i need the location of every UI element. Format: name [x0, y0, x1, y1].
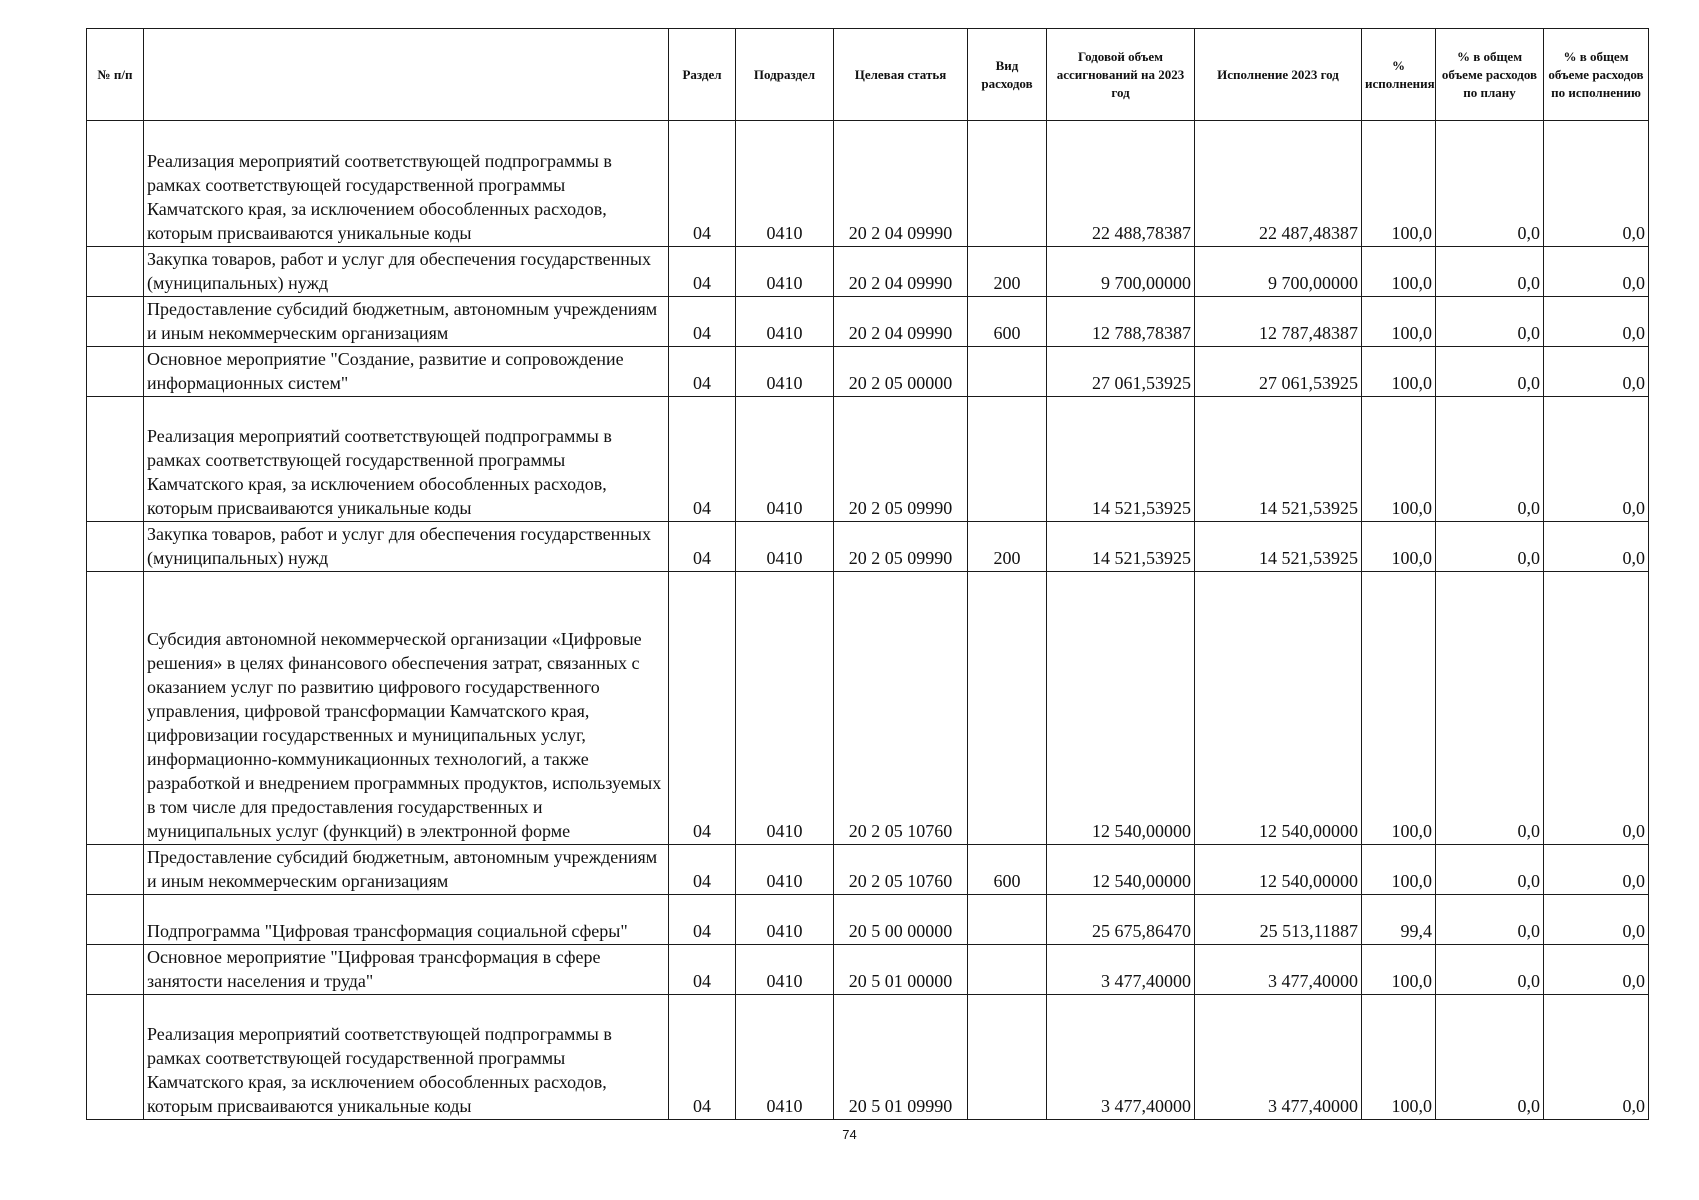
- table-row: [87, 895, 1649, 945]
- cell-share-exec: 0,0: [1544, 572, 1649, 845]
- cell-podrazdel: 0410: [736, 297, 834, 347]
- cell-num: [87, 397, 144, 522]
- cell-share-exec: 0,0: [1544, 347, 1649, 397]
- cell-desc: Основное мероприятие "Цифровая трансформация в сфере занятости населения и труда": [144, 945, 669, 995]
- cell-celevaya: 20 2 04 09990: [834, 121, 968, 247]
- cell-num: [87, 247, 144, 297]
- cell-share-plan: 0,0: [1436, 121, 1544, 247]
- cell-share-plan: 0,0: [1436, 297, 1544, 347]
- table-row: [87, 522, 1649, 572]
- cell-podrazdel: 0410: [736, 522, 834, 572]
- budget-sheet: [86, 28, 1648, 1120]
- table-row: [87, 995, 1649, 1120]
- cell-num: [87, 895, 144, 945]
- cell-plan: 12 540,00000: [1047, 572, 1195, 845]
- cell-share-plan: 0,0: [1436, 895, 1544, 945]
- header-plan: Годовой объем ассигнований на 2023 год: [1047, 29, 1195, 121]
- cell-desc: Подпрограмма "Цифровая трансформация социальной сферы": [144, 895, 669, 945]
- cell-share-exec: 0,0: [1544, 397, 1649, 522]
- table-row: [87, 297, 1649, 347]
- cell-plan: 3 477,40000: [1047, 995, 1195, 1120]
- cell-desc: Предоставление субсидий бюджетным, автономным учреждениям и иным некоммерческим организациям: [144, 297, 669, 347]
- cell-pct: 99,4: [1362, 895, 1436, 945]
- cell-ispolnenie: 14 521,53925: [1195, 522, 1362, 572]
- cell-razdel: 04: [669, 945, 736, 995]
- cell-pct: 100,0: [1362, 945, 1436, 995]
- cell-vid: [968, 397, 1047, 522]
- cell-desc: Реализация мероприятий соответствующей подпрограммы в рамках соответствующей государственной программы Камчатского края, за исключением обособленных расходов, которым присваиваются уникальные коды: [144, 995, 669, 1120]
- cell-num: [87, 522, 144, 572]
- cell-razdel: 04: [669, 995, 736, 1120]
- cell-celevaya: 20 5 01 00000: [834, 945, 968, 995]
- cell-celevaya: 20 5 01 09990: [834, 995, 968, 1120]
- cell-vid: [968, 347, 1047, 397]
- header-share-exec: % в общем объеме расходов по исполнению: [1544, 29, 1649, 121]
- cell-desc: Закупка товаров, работ и услуг для обеспечения государственных (муниципальных) нужд: [144, 522, 669, 572]
- table-row: [87, 247, 1649, 297]
- cell-razdel: 04: [669, 522, 736, 572]
- cell-podrazdel: 0410: [736, 121, 834, 247]
- cell-share-exec: 0,0: [1544, 845, 1649, 895]
- cell-celevaya: 20 2 04 09990: [834, 247, 968, 297]
- table-row: [87, 347, 1649, 397]
- cell-share-exec: 0,0: [1544, 522, 1649, 572]
- cell-razdel: 04: [669, 297, 736, 347]
- cell-desc: Реализация мероприятий соответствующей подпрограммы в рамках соответствующей государственной программы Камчатского края, за исключением обособленных расходов, которым присваиваются уникальные коды: [144, 397, 669, 522]
- cell-share-plan: 0,0: [1436, 572, 1544, 845]
- cell-ispolnenie: 3 477,40000: [1195, 995, 1362, 1120]
- cell-razdel: 04: [669, 347, 736, 397]
- table-row: [87, 572, 1649, 845]
- cell-razdel: 04: [669, 845, 736, 895]
- cell-vid: [968, 895, 1047, 945]
- cell-share-exec: 0,0: [1544, 247, 1649, 297]
- cell-ispolnenie: 12 540,00000: [1195, 572, 1362, 845]
- table-row: [87, 845, 1649, 895]
- cell-podrazdel: 0410: [736, 397, 834, 522]
- cell-desc: Субсидия автономной некоммерческой организации «Цифровые решения» в целях финансового обеспечения затрат, связанных с оказанием услуг по развитию цифрового государственного управления, цифровой трансформации Камчатского края, цифровизации государственных и муниципальных услуг, информационно-коммуникационных технологий, а также разработкой и внедрением программных продуктов, используемых в том числе для предоставления государственных и муниципальных услуг (функций) в электронной форме: [144, 572, 669, 845]
- header-vid: Вид расходов: [968, 29, 1047, 121]
- cell-razdel: 04: [669, 572, 736, 845]
- cell-podrazdel: 0410: [736, 995, 834, 1120]
- cell-pct: 100,0: [1362, 845, 1436, 895]
- budget-table: [86, 28, 1649, 1120]
- cell-pct: 100,0: [1362, 247, 1436, 297]
- cell-razdel: 04: [669, 247, 736, 297]
- cell-pct: 100,0: [1362, 121, 1436, 247]
- cell-ispolnenie: 22 487,48387: [1195, 121, 1362, 247]
- header-num: № п/п: [87, 29, 144, 121]
- cell-pct: 100,0: [1362, 297, 1436, 347]
- cell-celevaya: 20 2 05 10760: [834, 572, 968, 845]
- header-razdel: Раздел: [669, 29, 736, 121]
- cell-num: [87, 995, 144, 1120]
- cell-plan: 27 061,53925: [1047, 347, 1195, 397]
- cell-share-plan: 0,0: [1436, 845, 1544, 895]
- cell-pct: 100,0: [1362, 347, 1436, 397]
- page-number: 74: [842, 1127, 857, 1142]
- cell-desc: Реализация мероприятий соответствующей подпрограммы в рамках соответствующей государственной программы Камчатского края, за исключением обособленных расходов, которым присваиваются уникальные коды: [144, 121, 669, 247]
- cell-num: [87, 347, 144, 397]
- cell-share-exec: 0,0: [1544, 995, 1649, 1120]
- cell-ispolnenie: 14 521,53925: [1195, 397, 1362, 522]
- cell-num: [87, 297, 144, 347]
- header-celevaya: Целевая статья: [834, 29, 968, 121]
- cell-ispolnenie: 25 513,11887: [1195, 895, 1362, 945]
- cell-celevaya: 20 2 05 09990: [834, 397, 968, 522]
- header-pct: % исполнения: [1362, 29, 1436, 121]
- cell-share-plan: 0,0: [1436, 397, 1544, 522]
- cell-plan: 12 788,78387: [1047, 297, 1195, 347]
- cell-vid: [968, 572, 1047, 845]
- cell-pct: 100,0: [1362, 572, 1436, 845]
- cell-plan: 9 700,00000: [1047, 247, 1195, 297]
- cell-podrazdel: 0410: [736, 945, 834, 995]
- cell-celevaya: 20 2 05 10760: [834, 845, 968, 895]
- header-podrazdel: Подраздел: [736, 29, 834, 121]
- cell-desc: Предоставление субсидий бюджетным, автономным учреждениям и иным некоммерческим организациям: [144, 845, 669, 895]
- cell-vid: 200: [968, 247, 1047, 297]
- cell-vid: 600: [968, 297, 1047, 347]
- header-desc: [144, 29, 669, 121]
- cell-ispolnenie: 9 700,00000: [1195, 247, 1362, 297]
- cell-celevaya: 20 2 05 09990: [834, 522, 968, 572]
- cell-podrazdel: 0410: [736, 247, 834, 297]
- cell-vid: [968, 995, 1047, 1120]
- cell-podrazdel: 0410: [736, 895, 834, 945]
- cell-share-plan: 0,0: [1436, 522, 1544, 572]
- cell-ispolnenie: 27 061,53925: [1195, 347, 1362, 397]
- table-header-row: [87, 29, 1649, 121]
- cell-plan: 14 521,53925: [1047, 397, 1195, 522]
- table-row: [87, 397, 1649, 522]
- cell-pct: 100,0: [1362, 522, 1436, 572]
- cell-share-plan: 0,0: [1436, 995, 1544, 1120]
- cell-ispolnenie: 3 477,40000: [1195, 945, 1362, 995]
- cell-num: [87, 121, 144, 247]
- cell-ispolnenie: 12 540,00000: [1195, 845, 1362, 895]
- cell-num: [87, 945, 144, 995]
- cell-num: [87, 845, 144, 895]
- cell-plan: 22 488,78387: [1047, 121, 1195, 247]
- header-ispolnenie: Исполнение 2023 год: [1195, 29, 1362, 121]
- cell-num: [87, 572, 144, 845]
- cell-ispolnenie: 12 787,48387: [1195, 297, 1362, 347]
- cell-share-exec: 0,0: [1544, 297, 1649, 347]
- cell-podrazdel: 0410: [736, 572, 834, 845]
- cell-plan: 25 675,86470: [1047, 895, 1195, 945]
- cell-razdel: 04: [669, 121, 736, 247]
- cell-razdel: 04: [669, 397, 736, 522]
- cell-plan: 12 540,00000: [1047, 845, 1195, 895]
- cell-vid: 200: [968, 522, 1047, 572]
- cell-share-exec: 0,0: [1544, 121, 1649, 247]
- cell-pct: 100,0: [1362, 995, 1436, 1120]
- cell-plan: 3 477,40000: [1047, 945, 1195, 995]
- cell-razdel: 04: [669, 895, 736, 945]
- cell-pct: 100,0: [1362, 397, 1436, 522]
- cell-share-plan: 0,0: [1436, 347, 1544, 397]
- table-row: [87, 121, 1649, 247]
- cell-vid: 600: [968, 845, 1047, 895]
- cell-vid: [968, 945, 1047, 995]
- cell-podrazdel: 0410: [736, 845, 834, 895]
- cell-desc: Закупка товаров, работ и услуг для обеспечения государственных (муниципальных) нужд: [144, 247, 669, 297]
- cell-plan: 14 521,53925: [1047, 522, 1195, 572]
- cell-vid: [968, 121, 1047, 247]
- cell-celevaya: 20 5 00 00000: [834, 895, 968, 945]
- cell-share-exec: 0,0: [1544, 895, 1649, 945]
- table-row: [87, 945, 1649, 995]
- cell-share-exec: 0,0: [1544, 945, 1649, 995]
- cell-share-plan: 0,0: [1436, 945, 1544, 995]
- cell-celevaya: 20 2 05 00000: [834, 347, 968, 397]
- cell-desc: Основное мероприятие "Создание, развитие и сопровождение информационных систем": [144, 347, 669, 397]
- header-share-plan: % в общем объеме расходов по плану: [1436, 29, 1544, 121]
- cell-share-plan: 0,0: [1436, 247, 1544, 297]
- cell-podrazdel: 0410: [736, 347, 834, 397]
- cell-celevaya: 20 2 04 09990: [834, 297, 968, 347]
